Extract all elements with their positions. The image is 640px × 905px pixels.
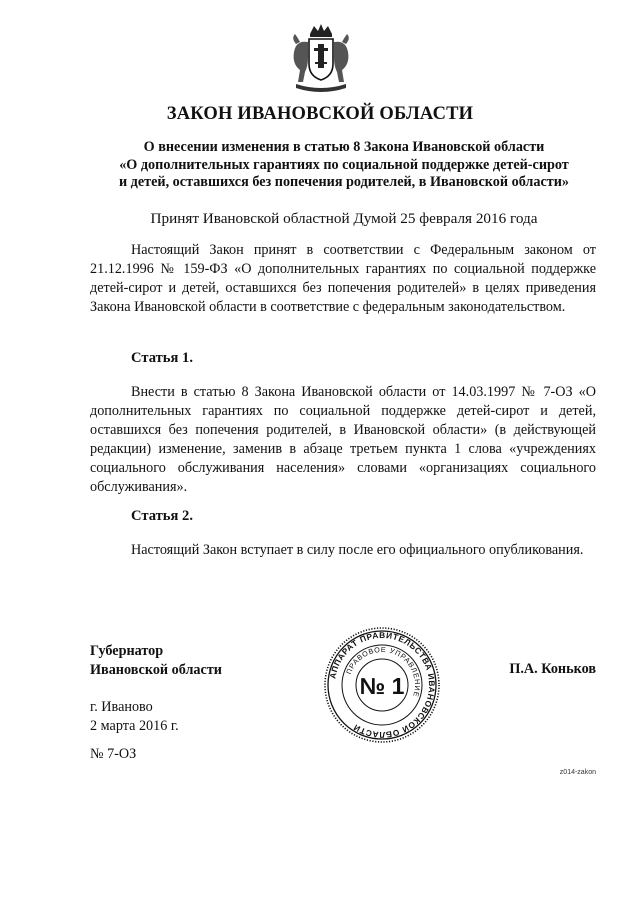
coat-of-arms-icon [288, 22, 354, 94]
subtitle-line: и детей, оставшихся без попечения родителей, в Ивановской области» [118, 174, 570, 190]
document-title: ЗАКОН ИВАНОВСКОЙ ОБЛАСТИ [166, 104, 474, 124]
official-stamp [322, 625, 442, 745]
article-2-text: Настоящий Закон вступает в силу после его официального опубликования. [131, 542, 584, 558]
subtitle-line: О внесении изменения в статью 8 Закона Ивановской области [143, 139, 545, 155]
signatory-position-line: Ивановской области [90, 662, 222, 678]
stamp-ring-text: АППАРАТ ПРАВИТЕЛЬСТВА ИВАНОВСКОЙ ОБЛАСТИ [327, 629, 438, 741]
subtitle-line: «О дополнительных гарантиях по социальной поддержке детей-сирот [119, 156, 569, 173]
preamble-paragraph: Настоящий Закон принят в соответствии с Федеральным законом от 21.12.1996 № 159-ФЗ «О дополнительных гарантиях по социальной поддержке детей-сирот и детей, оставшихся без попечения родителей» в целях приведения Закона Ивановской области в соответствие с федеральным законодательством. [90, 242, 596, 315]
signatory-position [90, 642, 222, 680]
law-subtitle [90, 139, 598, 192]
stamp-inner-text: ПРАВОВОЕ УПРАВЛЕНИЕ [344, 644, 423, 699]
place: г. Иваново [90, 699, 153, 715]
adoption-line: Принят Ивановской областной Думой 25 февраля 2016 года [150, 210, 538, 227]
article-1-heading: Статья 1. [131, 350, 193, 366]
signatory-position-line: Губернатор [90, 643, 164, 659]
place-and-date [90, 698, 179, 736]
signatory-name: П.А. Коньков [509, 661, 596, 677]
signing-date: 2 марта 2016 г. [90, 718, 179, 734]
stamp-number: № 1 [359, 673, 405, 699]
article-2-heading: Статья 2. [131, 508, 193, 524]
file-reference: z014-zakon [559, 769, 596, 776]
law-number: № 7-ОЗ [90, 746, 137, 762]
article-1-text: Внести в статью 8 Закона Ивановской области от 14.03.1997 № 7-ОЗ «О дополнительных гарантиях по социальной поддержке детей-сирот и детей, оставшихся без попечения родителей, в Ивановской области» (в действующей редакции) изменение, заменив в абзаце третьем пункта 1 слова «учреждениях социального обслуживания населения» словами «организациях социального обслуживания». [90, 384, 596, 495]
